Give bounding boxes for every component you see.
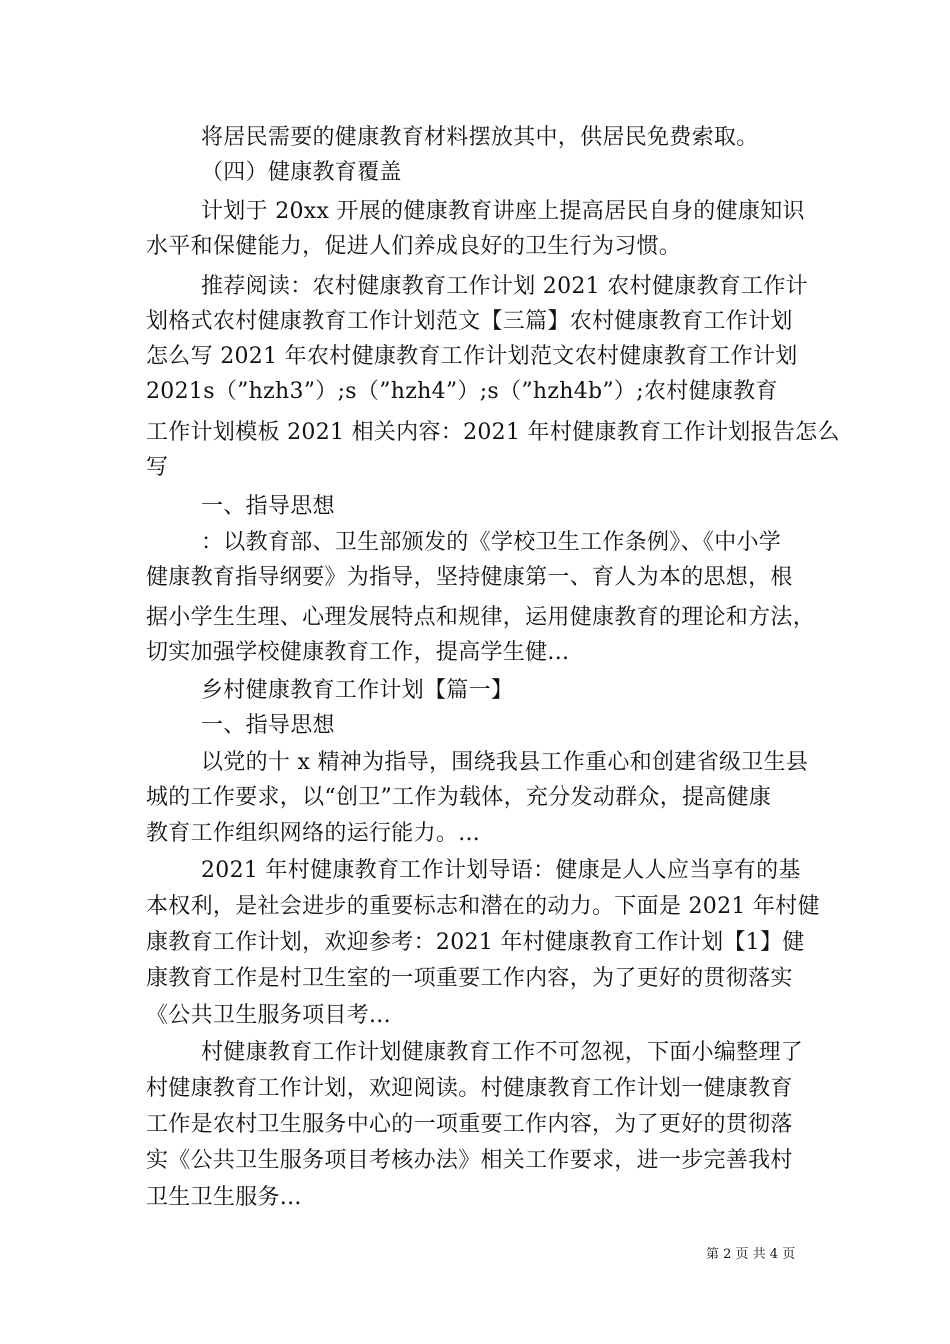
text-line: 城的工作要求，以“创卫”工作为载体，充分发动群众，提高健康	[146, 785, 772, 810]
section-heading: 一、指导思想	[201, 713, 335, 738]
text-line: 康教育工作计划，欢迎参考：2021 年村健康教育工作计划【1】健	[146, 930, 805, 955]
text-line: 教育工作组织网络的运行能力。...	[146, 821, 481, 846]
text-line: 水平和保健能力，促进人们养成良好的卫生行为习惯。	[146, 234, 682, 259]
page-number-footer: 第 2 页 共 4 页	[706, 1247, 796, 1262]
text-line: 推荐阅读：农村健康教育工作计划 2021 农村健康教育工作计	[201, 274, 808, 299]
text-line: 写	[146, 455, 169, 480]
section-heading: （四）健康教育覆盖	[201, 160, 402, 185]
text-line: 康教育工作是村卫生室的一项重要工作内容，为了更好的贯彻落实	[146, 966, 793, 991]
text-line: 村健康教育工作计划，欢迎阅读。村健康教育工作计划一健康教育	[146, 1076, 793, 1101]
text-line: 计划于 20xx 开展的健康教育讲座上提高居民自身的健康知识	[201, 199, 805, 224]
text-line: 实《公共卫生服务项目考核办法》相关工作要求，进一步完善我村	[146, 1148, 793, 1173]
text-line: 将居民需要的健康教育材料摆放其中，供居民免费索取。	[201, 125, 759, 150]
section-heading: 一、指导思想	[201, 494, 335, 519]
text-line: 2021s（”hzh3”）;s（”hzh4”）;s（”hzh4b”）;农村健康教育	[146, 379, 778, 404]
text-line: 划格式农村健康教育工作计划范文【三篇】农村健康教育工作计划	[146, 309, 793, 334]
text-line: 健康教育指导纲要》为指导，坚持健康第一、育人为本的思想，根	[146, 565, 793, 590]
text-line: 本权利，是社会进步的重要标志和潜在的动力。下面是 2021 年村健	[146, 894, 820, 919]
text-line: 工作是农村卫生服务中心的一项重要工作内容，为了更好的贯彻落	[146, 1112, 793, 1137]
text-line: 切实加强学校健康教育工作，提高学生健...	[146, 640, 570, 665]
text-line: 怎么写 2021 年农村健康教育工作计划范文农村健康教育工作计划	[146, 344, 798, 369]
text-line: 村健康教育工作计划健康教育工作不可忽视，下面小编整理了	[201, 1040, 804, 1065]
text-line: 2021 年村健康教育工作计划导语：健康是人人应当享有的基	[201, 858, 801, 883]
text-line: 据小学生生理、心理发展特点和规律，运用健康教育的理论和方法，	[146, 605, 816, 630]
text-line: 《公共卫生服务项目考...	[146, 1003, 391, 1028]
section-heading: 乡村健康教育工作计划【篇一】	[201, 678, 514, 703]
text-line: 卫生卫生服务...	[146, 1185, 302, 1210]
text-line: ：以教育部、卫生部颁发的《学校卫生工作条例》、《中小学	[201, 530, 782, 555]
text-line: 工作计划模板 2021 相关内容：2021 年村健康教育工作计划报告怎么	[146, 420, 840, 445]
text-line: 以党的十 x 精神为指导，围绕我县工作重心和创建省级卫生县	[201, 750, 809, 775]
